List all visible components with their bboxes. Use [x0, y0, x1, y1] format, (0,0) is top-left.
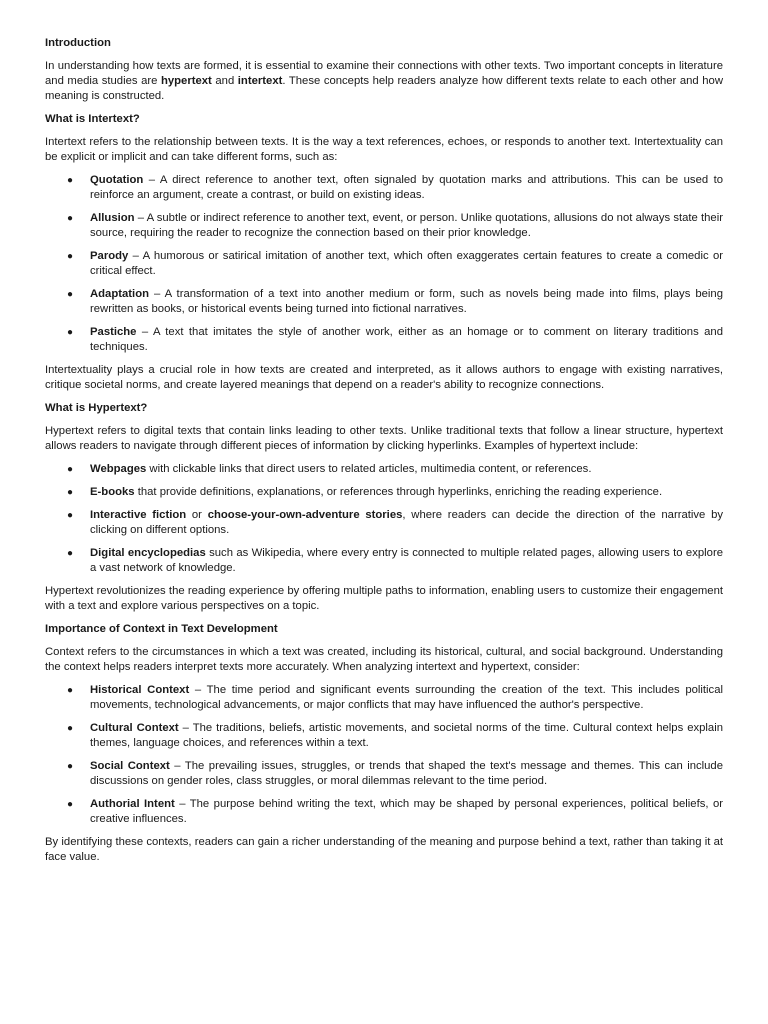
hypertext-list: [45, 462, 723, 576]
list-item: ● Authorial Intent – The purpose behind writing the text, which may be shaped by personal experiences, political beliefs, or creative influences.: [67, 798, 724, 825]
term-hypertext: hypertext: [160, 75, 212, 87]
list-item: ● Interactive fiction or choose-your-own-adventure stories, where readers can decide the direction of the narrative by clicking on different options.: [67, 509, 724, 536]
bullet-icon: ●: [67, 464, 74, 475]
list-item: ● Social Context – The prevailing issues, struggles, or trends that shaped the text's message and themes. This can include discussions on gender roles, class struggles, or moral dilemmas relevant to the time period.: [67, 760, 724, 787]
list-item: ● Webpages with clickable links that direct users to related articles, multimedia content, or references.: [67, 463, 592, 475]
bullet-icon: ●: [67, 510, 74, 521]
bullet-icon: ●: [67, 685, 74, 696]
list-item: ● Digital encyclopedias such as Wikipedia, where every entry is connected to multiple related pages, allowing users to explore a vast network of knowledge.: [67, 547, 723, 574]
bullet-icon: ●: [67, 213, 74, 224]
list-item: ● E-books that provide definitions, explanations, or references through hyperlinks, enriching the reading experience.: [67, 486, 663, 498]
list-item: ● Quotation – A direct reference to another text, often signaled by quotation marks and attributions. This can be used to reinforce an argument, create a contrast, or build on existing ideas.: [67, 174, 723, 201]
heading-context: Importance of Context in Text Development: [45, 623, 278, 635]
hypertext-summary: Hypertext revolutionizes the reading experience by offering multiple paths to information, enabling users to customize their engagement with a text and explore various perspectives on a topic.: [45, 585, 723, 612]
intertext-list: [45, 173, 723, 355]
document-page: [45, 36, 723, 873]
bullet-icon: ●: [67, 289, 74, 300]
hypertext-paragraph: Hypertext refers to digital texts that contain links leading to other texts. Unlike traditional texts that follow a linear structure, hypertext allows readers to navigate through different pieces of information by clicking hyperlinks. Examples of hypertext include:: [45, 425, 723, 452]
list-item: ● Cultural Context – The traditions, beliefs, artistic movements, and societal norms of the time. Cultural context helps explain themes, language choices, and references within a text.: [67, 722, 723, 749]
bullet-icon: ●: [67, 327, 74, 338]
list-item: ● Pastiche – A text that imitates the style of another work, either as an homage or to comment on literary traditions and techniques.: [67, 326, 723, 353]
intertext-summary: Intertextuality plays a crucial role in how texts are created and interpreted, as it allows authors to engage with existing narratives, critique societal norms, and create layered meanings that depend on a reader's ability to recognize connections.: [45, 364, 723, 391]
heading-hypertext: What is Hypertext?: [45, 402, 148, 414]
intro-paragraph: In understanding how texts are formed, it is essential to examine their connections with other texts. Two important concepts in literature and media studies are hypertext and intertext. These concepts help readers analyze how different texts relate to each other and how meaning is constructed.: [45, 60, 723, 102]
heading-intertext: What is Intertext?: [45, 113, 140, 125]
term-intertext: intertext: [237, 75, 283, 87]
bullet-icon: ●: [67, 799, 74, 810]
bullet-icon: ●: [67, 548, 74, 559]
context-paragraph: Context refers to the circumstances in which a text was created, including its historical, cultural, and social background. Understanding the context helps readers interpret texts more accurately. When analyzing intertext and hypertext, consider:: [45, 646, 723, 673]
list-item: ● Historical Context – The time period and significant events surrounding the creation of the text. This includes political movements, technological advancements, or major conflicts that may have influenced the author's perspective.: [67, 684, 723, 711]
context-list: [45, 683, 723, 827]
list-item: ● Parody – A humorous or satirical imitation of another text, which often exaggerates certain features to create a comedic or critical effect.: [67, 250, 723, 277]
bullet-icon: ●: [67, 175, 74, 186]
list-item: ● Allusion – A subtle or indirect reference to another text, event, or person. Unlike quotations, allusions do not always state their source, requiring the reader to recognize the connection based on their prior knowledge.: [67, 212, 723, 239]
bullet-icon: ●: [67, 723, 74, 734]
heading-introduction: Introduction: [45, 37, 111, 49]
bullet-icon: ●: [67, 251, 74, 262]
list-item: ● Adaptation – A transformation of a text into another medium or form, such as novels being made into films, plays being rewritten as books, or historical events being turned into fictional narratives.: [67, 288, 723, 315]
bullet-icon: ●: [67, 487, 74, 498]
intertext-paragraph: Intertext refers to the relationship between texts. It is the way a text references, echoes, or responds to another text. Intertextuality can be explicit or implicit and can take different forms, such as:: [45, 136, 723, 163]
context-summary: By identifying these contexts, readers can gain a richer understanding of the meaning and purpose behind a text, rather than taking it at face value.: [45, 836, 723, 863]
bullet-icon: ●: [67, 761, 74, 772]
